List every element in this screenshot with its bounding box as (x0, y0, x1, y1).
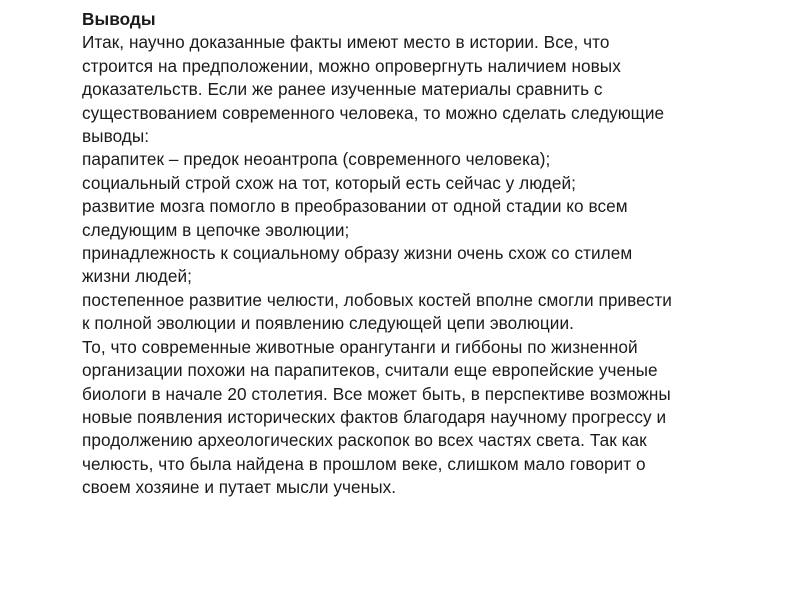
conclusion-item-2: социальный строй схож на тот, который есть сейчас у людей; (82, 172, 576, 193)
closing-paragraph: То, что современные животные орангутанги и гиббоны по жизненной организации похожи на парапитеков, считали еще европейские ученые биологи в начале 20 столетия. Все может быть, в перспективе возможны новые появления исторических фактов благодаря научному прогрессу и продолжению археологических раскопок во всех частях света. Так как челюсть, что была найдена в прошлом веке, слишком мало говорит о своем хозяине и путает мысли ученых. (82, 336, 671, 498)
conclusion-item-4: принадлежность к социальному образу жизни очень схож со стилем жизни людей; (82, 243, 633, 287)
conclusion-item-5: постепенное развитие челюсти, лобовых костей вполне смогли привести к полной эволюции и появлению следующей цепи эволюции. (82, 289, 672, 334)
conclusions-text-block (82, 8, 682, 500)
conclusion-item-1: парапитек – предок неоантропа (современного человека); (82, 149, 551, 170)
slide-title: Выводы (82, 9, 156, 29)
intro-paragraph: Итак, научно доказанные факты имеют место в истории. Все, что строится на предположении, можно опровергнуть наличием новых доказательств. Если же ранее изученные материалы сравнить с существованием современного человека, то можно сделать следующие выводы: (82, 32, 665, 147)
conclusion-item-3: развитие мозга помогло в преобразовании от одной стадии ко всем следующим в цепочке эволюции; (82, 196, 628, 240)
